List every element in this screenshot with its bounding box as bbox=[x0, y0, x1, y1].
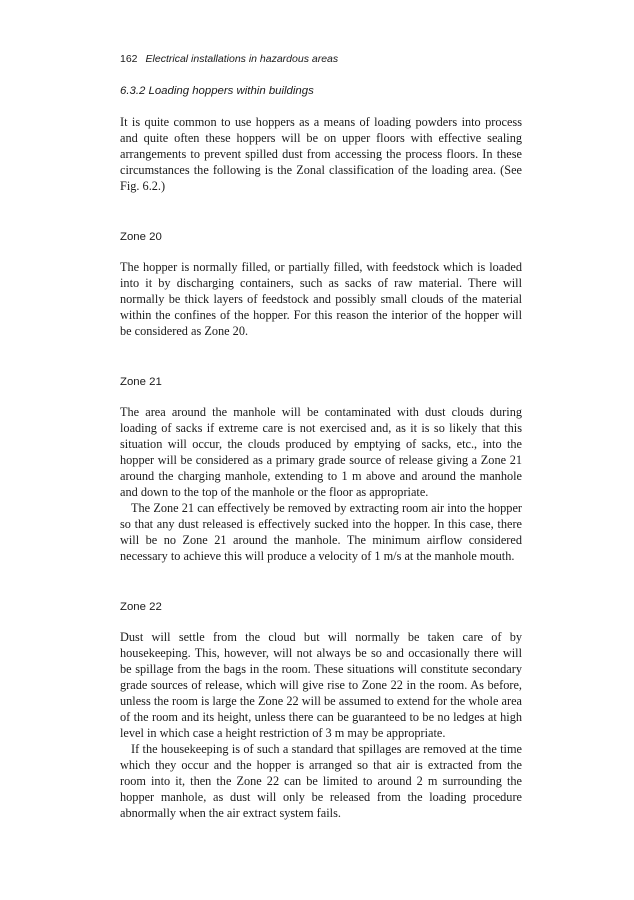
zone-21-heading: Zone 21 bbox=[120, 376, 162, 388]
zone-21-paragraph-1: The area around the manhole will be contaminated with dust clouds during loading of sacks if extreme care is not exercised and, as it is so likely that this situation will occur, the clouds produced by emptying of sacks, etc., into the hopper will be considered as a primary grade source of release giving a Zone 21 around the charging manhole, extending to 1 m above and around the manhole and down to the top of the manhole or the floor as appropriate. bbox=[120, 405, 522, 499]
zone-20-heading: Zone 20 bbox=[120, 231, 162, 243]
zone-22-paragraph-1: Dust will settle from the cloud but will normally be taken care of by housekeeping. This, however, will not always be so and occasionally there will be spillage from the bags in the room. These situations will constitute secondary grade sources of release, which will give rise to Zone 22 in the room. As before, unless the room is large the Zone 22 will be assumed to extend for the whole area of the room and its height, unless there can be guaranteed to be no ledges at high level in which case a height restriction of 3 m may be appropriate. bbox=[120, 630, 522, 740]
zone-22-heading: Zone 22 bbox=[120, 601, 162, 613]
intro-paragraph: It is quite common to use hoppers as a means of loading powders into process and quite often these hoppers will be on upper floors with effective sealing arrangements to prevent spilled dust from accessing the process floors. In these circumstances the following is the Zonal classification of the loading area. (See Fig. 6.2.) bbox=[120, 115, 522, 193]
zone-22-paragraph-2: If the housekeeping is of such a standard that spillages are removed at the time which they occur and the hopper is arranged so that air is extracted from the room into it, then the Zone 22 can be limited to around 2 m surrounding the hopper manhole, as dust will only be released from the loading procedure abnormally when the air extract system fails. bbox=[120, 742, 522, 820]
page-number: 162 bbox=[120, 53, 138, 65]
zone-20-paragraph: The hopper is normally filled, or partially filled, with feedstock which is loaded into it by discharging containers, such as sacks of raw material. There will normally be thick layers of feedstock and possibly small clouds of the material within the confines of the hopper. For this reason the interior of the hopper will be considered as Zone 20. bbox=[120, 260, 522, 338]
zone-21-paragraph-2: The Zone 21 can effectively be removed by extracting room air into the hopper so that any dust released is effectively sucked into the hopper. In this case, there will be no Zone 21 around the manhole. The minimum airflow considered necessary to achieve this will produce a velocity of 1 m/s at the manhole mouth. bbox=[120, 501, 522, 563]
book-title: Electrical installations in hazardous areas bbox=[145, 53, 339, 65]
running-head bbox=[120, 52, 522, 66]
section-heading: 6.3.2 Loading hoppers within buildings bbox=[120, 85, 314, 97]
book-page bbox=[120, 52, 522, 821]
